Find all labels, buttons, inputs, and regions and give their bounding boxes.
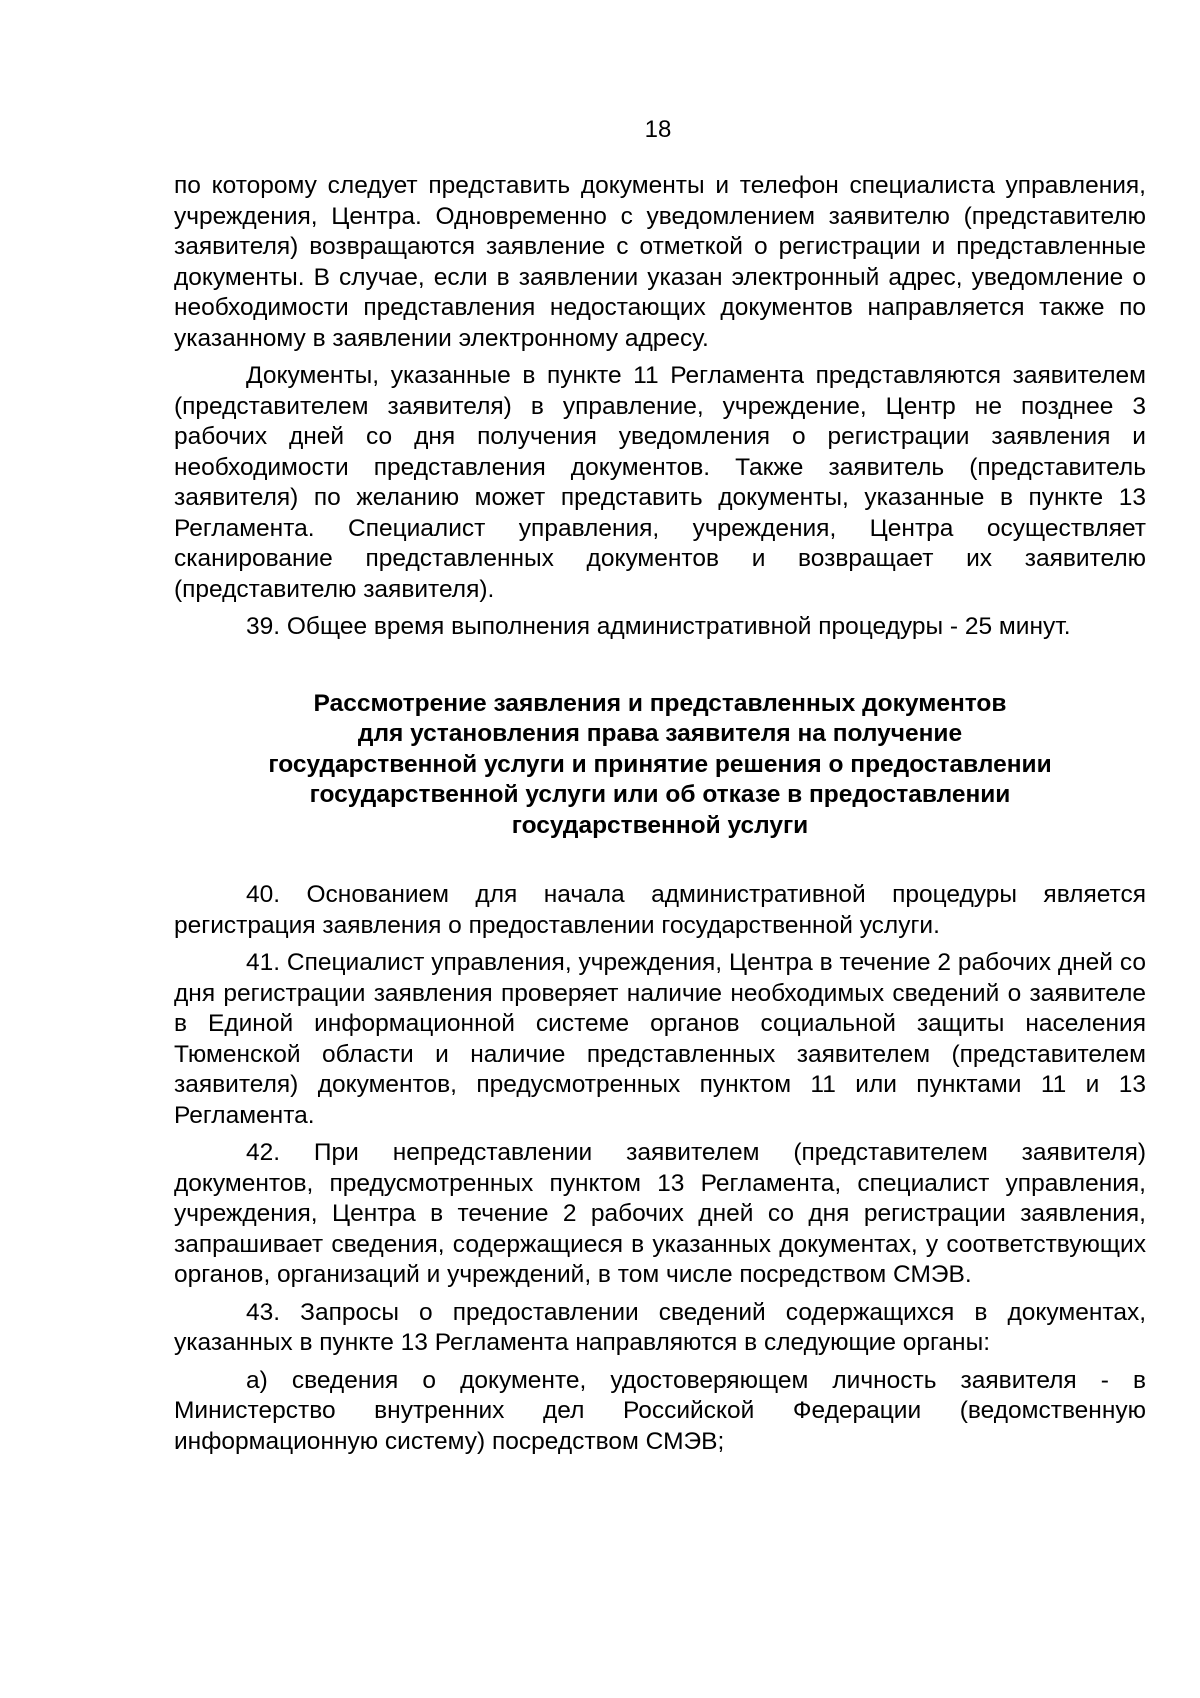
document-body bbox=[174, 171, 1146, 1464]
section-heading bbox=[174, 689, 1146, 842]
paragraph-43-a: а) сведения о документе, удостоверяющем личность заявителя - в Министерство внутренних дел Российской Федерации (ведомственную информационную систему) посредством СМЭВ; bbox=[174, 1366, 1146, 1455]
section-heading-line: Рассмотрение заявления и представленных документов bbox=[313, 689, 1007, 717]
paragraph-39: 39. Общее время выполнения административной процедуры - 25 минут. bbox=[246, 613, 1071, 640]
paragraph-40: 40. Основанием для начала административной процедуры является регистрация заявления о предоставлении государственной услуги. bbox=[174, 881, 1146, 939]
paragraph-43: 43. Запросы о предоставлении сведений содержащихся в документах, указанных в пункте 13 Регламента направляются в следующие органы: bbox=[174, 1298, 1146, 1356]
paragraph-documents-submission: Документы, указанные в пункте 11 Регламента представляются заявителем (представителем заявителя) в управление, учреждение, Центр не позднее 3 рабочих дней со дня получения уведомления о регистрации заявления и необходимости представления документов. Также заявитель (представитель заявителя) по желанию может представить документы, указанные в пункте 13 Регламента. Специалист управления, учреждения, Центра осуществляет сканирование представленных документов и возвращает их заявителю (представителю заявителя). bbox=[174, 362, 1146, 603]
section-heading-line: государственной услуги или об отказе в предоставлении bbox=[309, 781, 1011, 808]
section-heading-line: для установления права заявителя на получение bbox=[357, 720, 963, 747]
paragraph-41: 41. Специалист управления, учреждения, Центра в течение 2 рабочих дней со дня регистрации заявления проверяет наличие необходимых сведений о заявителе в Единой информационной системе органов социальной защиты населения Тюменской области и наличие представленных заявителем (представителем заявителя) документов, предусмотренных пунктом 11 или пунктами 11 и 13 Регламента. bbox=[174, 949, 1146, 1129]
paragraph-continuation: по которому следует представить документы и телефон специалиста управления, учреждения, Центра. Одновременно с уведомлением заявителю (представителю заявителя) возвращаются заявление с отметкой о регистрации и представленные документы. В случае, если в заявлении указан электронный адрес, уведомление о необходимости представления недостающих документов направляется также по указанному в заявлении электронному адресу. bbox=[174, 172, 1146, 352]
paragraph-42: 42. При непредставлении заявителем (представителем заявителя) документов, предусмотренных пунктом 13 Регламента, специалист управления, учреждения, Центра в течение 2 рабочих дней со дня регистрации заявления, запрашивает сведения, содержащиеся в указанных документах, у соответствующих органов, организаций и учреждений, в том числе посредством СМЭВ. bbox=[174, 1139, 1146, 1288]
page-number: 18 bbox=[644, 116, 672, 143]
section-heading-line: государственной услуги bbox=[511, 811, 809, 839]
section-heading-line: государственной услуги и принятие решения о предоставлении bbox=[268, 750, 1052, 778]
